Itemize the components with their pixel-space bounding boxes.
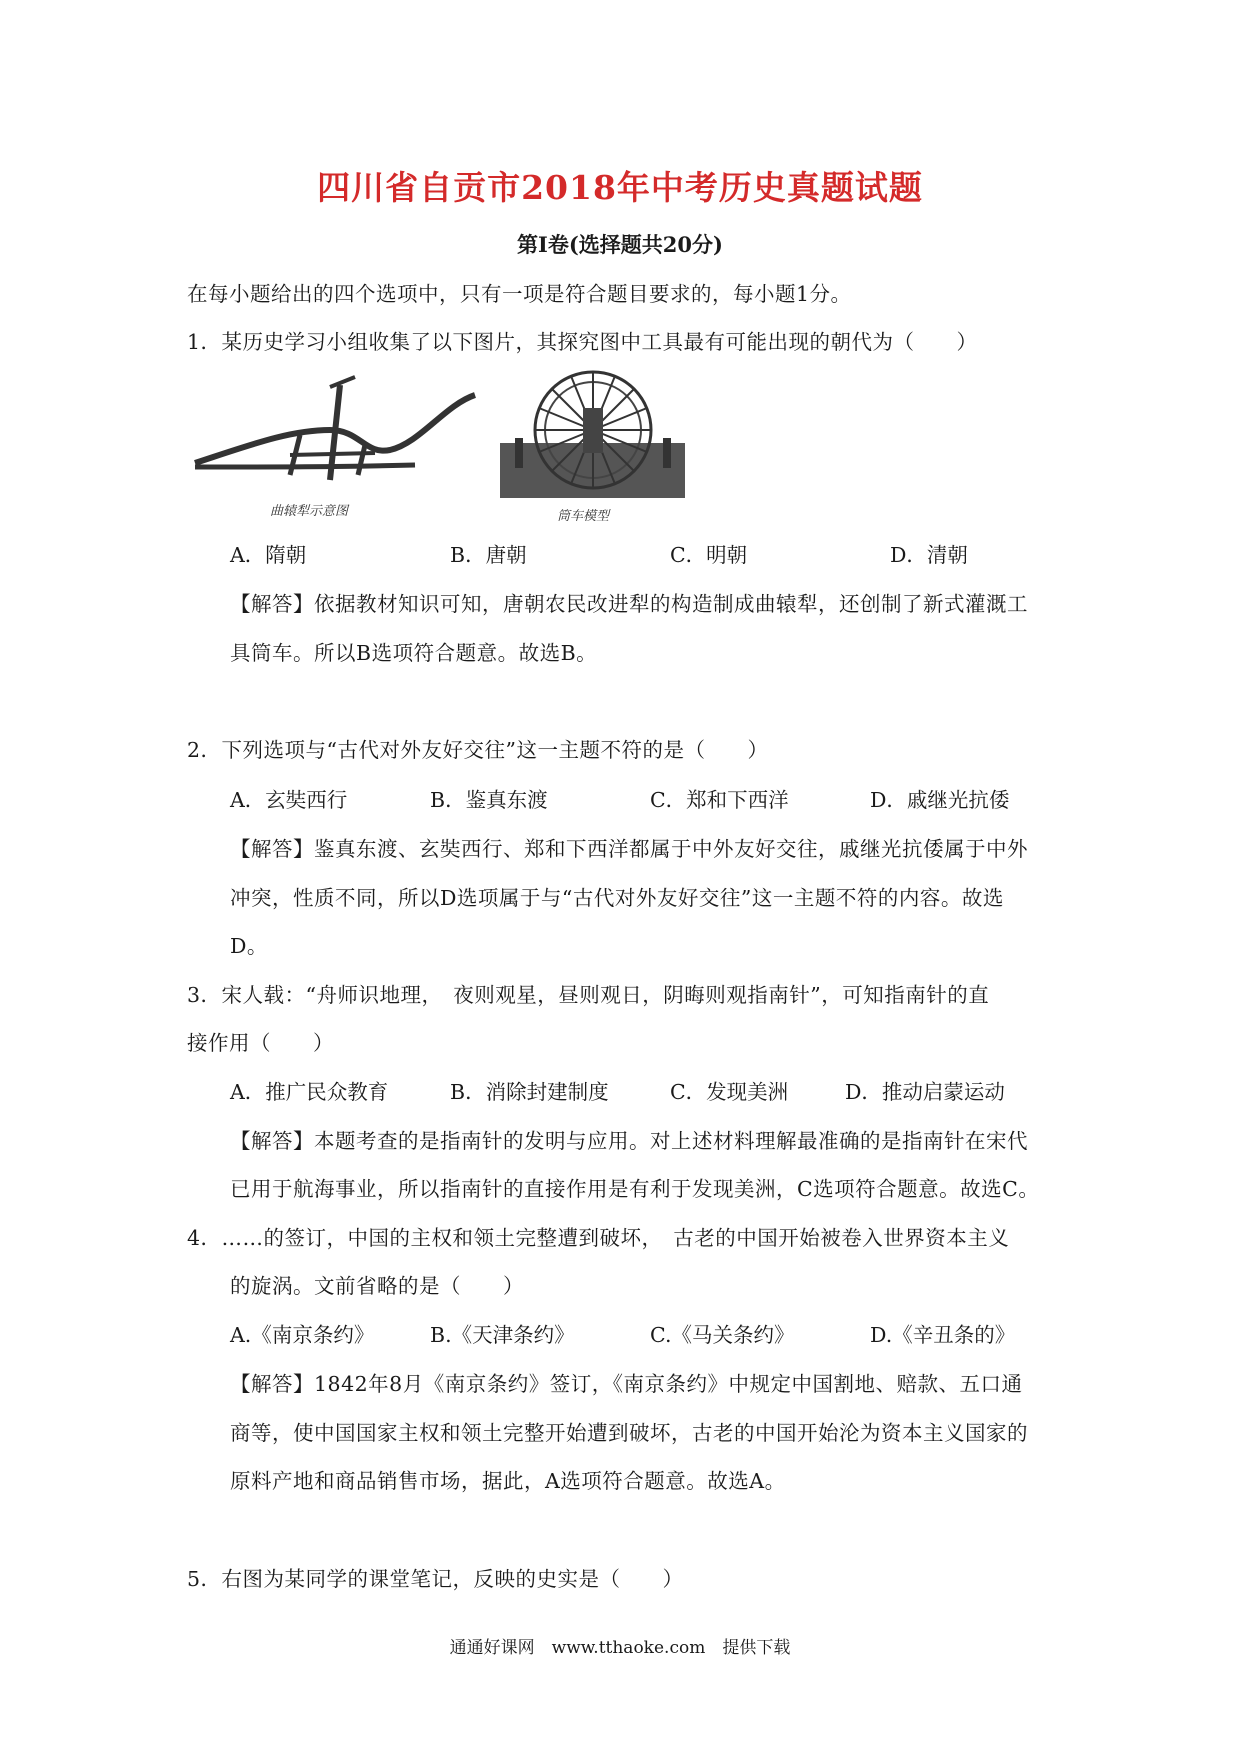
- page-footer: 通通好课网 www.tthaoke.com 提供下载: [449, 1638, 791, 1658]
- question-1-option-a: A．隋朝: [230, 543, 307, 567]
- question-4-option-b: B.《天津条约》: [430, 1323, 575, 1347]
- question-3-option-a: A．推广民众教育: [230, 1080, 389, 1104]
- question-5-stem: 5．右图为某同学的课堂笔记，反映的史实是（ ）: [187, 1567, 684, 1591]
- question-1-answer-line-1: 【解答】依据教材知识可知，唐朝农民改进犁的构造制成曲辕犁，还创制了新式灌溉工: [230, 592, 1028, 616]
- question-4-answer-line-2: 商等，使中国国家主权和领土完整开始遭到破坏，古老的中国开始沦为资本主义国家的: [230, 1421, 1028, 1445]
- question-4-option-d: D.《辛丑条的》: [870, 1323, 1016, 1347]
- question-2-option-b: B．鉴真东渡: [430, 788, 548, 812]
- question-1-stem: 1．某历史学习小组收集了以下图片，其探究图中工具最有可能出现的朝代为（ ）: [187, 330, 978, 354]
- question-4-answer-line-3: 原料产地和商品销售市场，据此，A选项符合题意。故选A。: [230, 1469, 786, 1493]
- question-2-option-c: C．郑和下西洋: [650, 788, 789, 812]
- question-4-answer-line-1: 【解答】1842年8月《南京条约》签订，《南京条约》中规定中国割地、赔款、五口通: [230, 1372, 1023, 1396]
- question-2-option-d: D．戚继光抗倭: [870, 788, 1010, 812]
- question-2-answer-line-1: 【解答】鉴真东渡、玄奘西行、郑和下西洋都属于中外友好交往，戚继光抗倭属于中外: [230, 837, 1028, 861]
- figure-curved-plough: [190, 375, 480, 525]
- question-3-option-c: C．发现美洲: [670, 1080, 789, 1104]
- question-4-stem-line-2: 的旋涡。文前省略的是（ ）: [230, 1274, 524, 1298]
- question-1-option-b: B．唐朝: [450, 543, 527, 567]
- page-title: 四川省自贡市2018年中考历史真题试题: [317, 168, 923, 207]
- curved-plough-icon: [190, 375, 480, 493]
- question-3-stem-line-2: 接作用（ ）: [187, 1031, 334, 1055]
- question-3-option-b: B．消除封建制度: [450, 1080, 609, 1104]
- question-1-option-d: D．清朝: [890, 543, 968, 567]
- question-3-stem-line-1: 3．宋人载：“舟师识地理， 夜则观星，昼则观日，阴晦则观指南针”，可知指南针的直: [187, 983, 990, 1007]
- question-1-answer-line-2: 具筒车。所以B选项符合题意。故选B。: [230, 641, 598, 665]
- question-3-option-d: D．推动启蒙运动: [845, 1080, 1005, 1104]
- question-4-option-c: C.《马关条约》: [650, 1323, 795, 1347]
- figure-water-wheel: [495, 368, 695, 528]
- question-3-answer-line-2: 已用于航海事业，所以指南针的直接作用是有利于发现美洲，C选项符合题意。故选C。: [230, 1177, 1040, 1201]
- question-1-option-c: C．明朝: [670, 543, 748, 567]
- section-heading: 第Ⅰ卷(选择题共20分): [517, 232, 723, 257]
- question-2-option-a: A．玄奘西行: [230, 788, 348, 812]
- question-4-stem-line-1: 4．……的签订，中国的主权和领土完整遭到破坏， 古老的中国开始被卷入世界资本主义: [187, 1226, 1010, 1250]
- question-2-stem: 2．下列选项与“古代对外友好交往”这一主题不符的是（ ）: [187, 738, 769, 762]
- water-wheel-icon: [495, 368, 695, 498]
- question-3-answer-line-1: 【解答】本题考查的是指南针的发明与应用。对上述材料理解最准确的是指南针在宋代: [230, 1129, 1028, 1153]
- figure-caption: 筒车模型: [557, 509, 610, 524]
- instruction-text: 在每小题给出的四个选项中，只有一项是符合题目要求的，每小题1分。: [187, 282, 852, 306]
- question-2-answer-line-2: 冲突，性质不同，所以D选项属于与“古代对外友好交往”这一主题不符的内容。故选: [230, 886, 1004, 910]
- figure-caption: 曲辕犁示意图: [270, 504, 349, 519]
- question-4-option-a: A.《南京条约》: [230, 1323, 375, 1347]
- question-2-answer-line-3: D。: [230, 934, 268, 958]
